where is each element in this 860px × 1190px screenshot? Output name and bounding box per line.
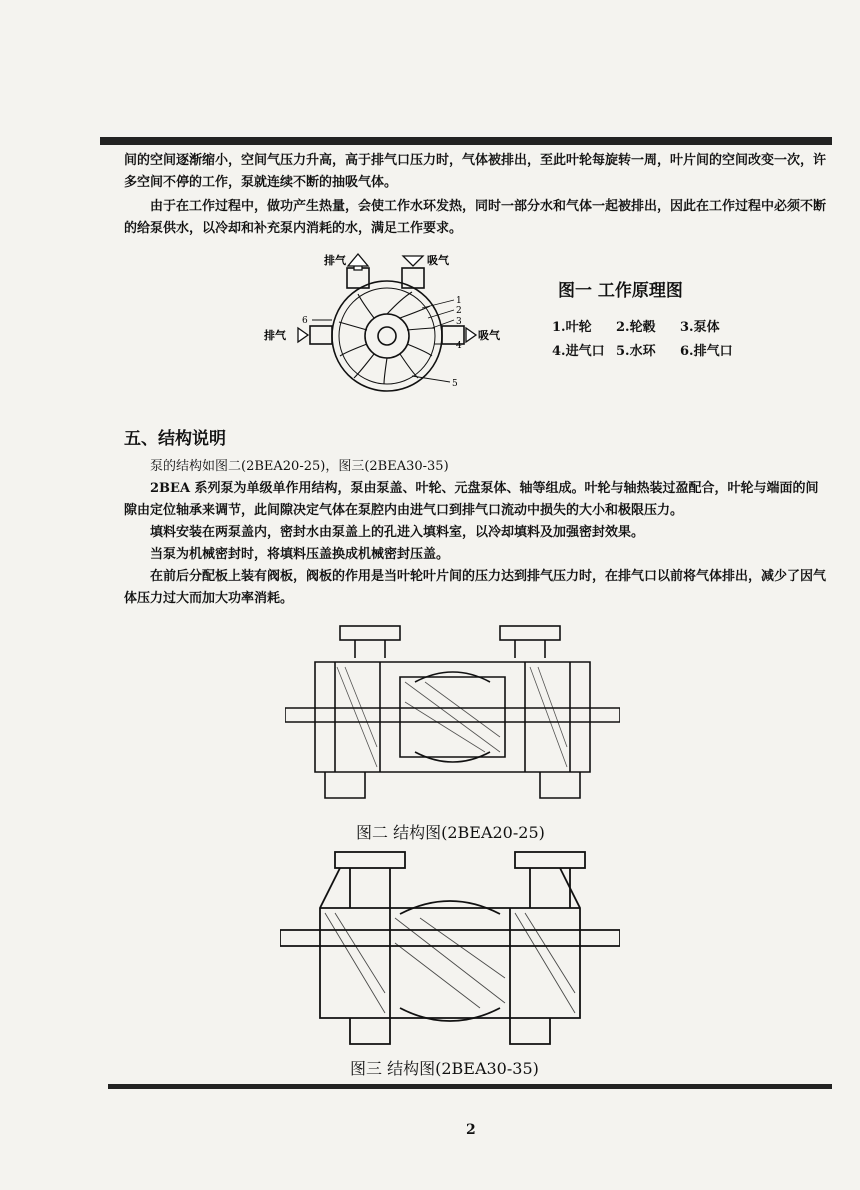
figure1-title: 图一 工作原理图 — [558, 281, 683, 301]
legend-item: 1.叶轮 — [552, 320, 592, 335]
structure-description: 2BEA 系列泵为单级单作用结构，泵由泵盖、叶轮、元盘泵体、轴等组成。叶轮与轴热装过盈配合，叶轮与端面的间隙由定位轴承来调节，此间隙决定气体在泵腔内由进气口到排气口流动中损失的大小和极限压力。 — [124, 481, 819, 518]
callout-6: 6 — [302, 316, 308, 326]
structure-drawing-2bea30-35 — [280, 848, 620, 1053]
page-number: 2 — [466, 1122, 476, 1138]
callout-5: 5 — [452, 379, 458, 389]
packing-description: 填料安装在两泵盖内，密封水由泵盖上的孔进入填料室，以冷却填料及加强密封效果。 — [150, 525, 645, 540]
legend-item: 3.泵体 — [680, 320, 720, 335]
label-exhaust-top: 排气 — [324, 254, 346, 267]
legend-item: 6.排气口 — [680, 344, 733, 359]
figure2-caption: 图二 结构图(2BEA20-25) — [356, 823, 545, 842]
figure3-caption: 图三 结构图(2BEA30-35) — [350, 1059, 539, 1078]
legend-item: 2.轮毂 — [616, 320, 656, 335]
label-exhaust-side: 排气 — [264, 329, 286, 342]
label-suction-side: 吸气 — [478, 329, 500, 342]
figure1-legend — [552, 316, 752, 364]
legend-item: 5.水环 — [616, 344, 656, 359]
legend-item: 4.进气口 — [552, 344, 605, 359]
working-principle-diagram — [262, 248, 512, 398]
top-rule — [100, 137, 832, 145]
paragraph-cooling: 由于在工作过程中，做功产生热量，会使工作水环发热，同时一部分水和气体一起被排出，因此在工作过程中必须不断的给泵供水，以冷却和补充泵内消耗的水，满足工作要求。 — [124, 199, 827, 236]
callout-1: 1 — [456, 296, 462, 306]
paragraph-continued: 间的空间逐渐缩小，空间气压力升高，高于排气口压力时，气体被排出，至此叶轮每旋转一周，叶片间的空间改变一次，许多空间不停的工作，泵就连续不断的抽吸气体。 — [124, 153, 827, 190]
valve-plate-description: 在前后分配板上装有阀板，阀板的作用是当叶轮叶片间的压力达到排气压力时，在排气口以前将气体排出，减少了因气体压力过大而加大功率消耗。 — [124, 569, 827, 606]
callout-4: 4 — [456, 341, 462, 351]
structure-intro: 泵的结构如图二(2BEA20-25)，图三(2BEA30-35) — [150, 459, 449, 474]
bottom-rule — [108, 1084, 832, 1089]
callout-2: 2 — [456, 306, 462, 316]
structure-drawing-2bea20-25 — [285, 622, 620, 818]
section-heading: 五、结构说明 — [124, 429, 226, 449]
label-suction-top: 吸气 — [427, 254, 449, 267]
mechanical-seal-note: 当泵为机械密封时，将填料压盖换成机械密封压盖。 — [150, 547, 450, 562]
callout-3: 3 — [456, 317, 462, 327]
